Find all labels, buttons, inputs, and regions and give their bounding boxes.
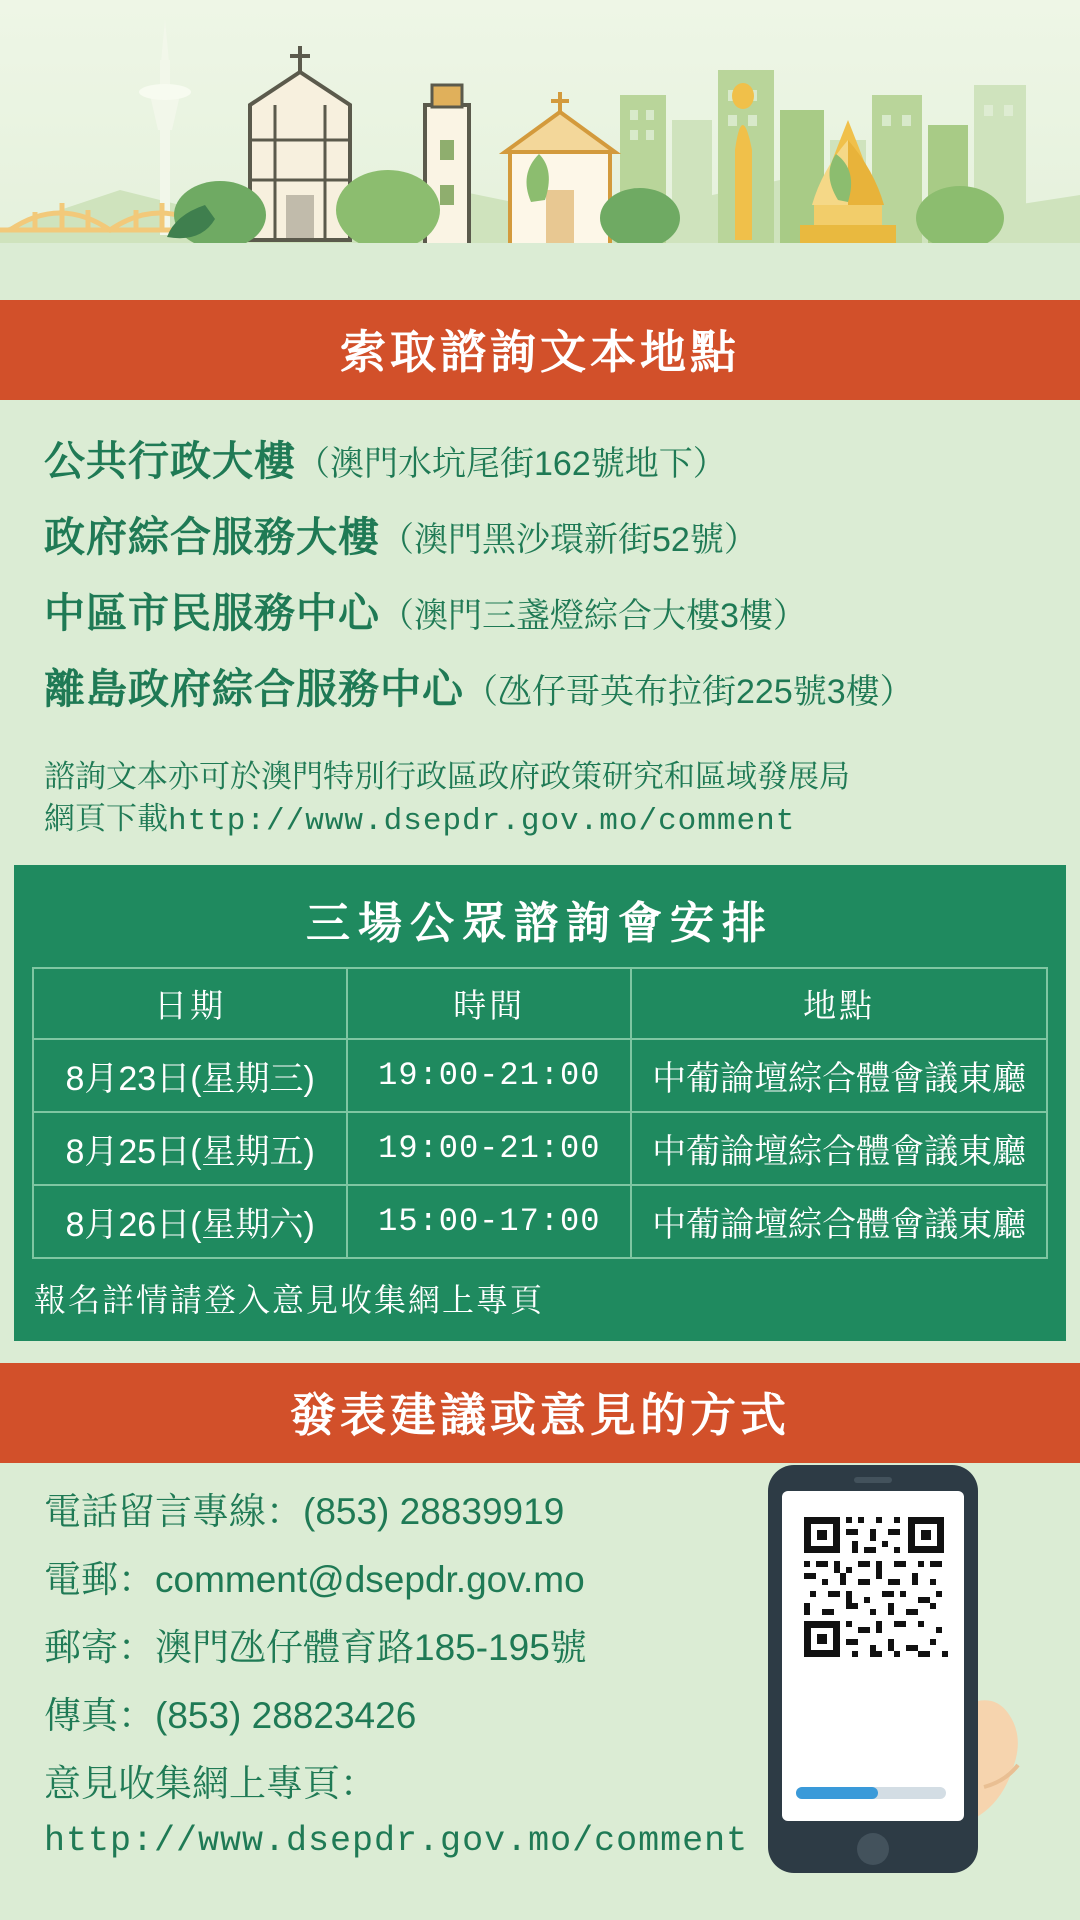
download-note-prefix: 網頁下載 [44, 801, 168, 837]
cell-date: 8月25日(星期五) [33, 1112, 347, 1185]
table-header-row [33, 968, 1047, 1039]
contact-mail: 郵寄：澳門氹仔體育路185-195號 [44, 1627, 587, 1669]
location-address: （氹仔哥英布拉街225號3樓） [464, 673, 914, 711]
qr-code [800, 1513, 948, 1661]
location-name: 離島政府綜合服務中心 [44, 666, 464, 712]
table-row [33, 1185, 1047, 1258]
column-header-venue: 地點 [631, 968, 1047, 1039]
speaker-icon [854, 1477, 892, 1483]
sessions-section [14, 865, 1066, 1341]
column-header-date: 日期 [33, 968, 347, 1039]
cell-time: 15:00-17:00 [347, 1185, 631, 1258]
cell-venue: 中葡論壇綜合體會議東廳 [631, 1112, 1047, 1185]
list-item [44, 428, 1036, 487]
locations-list [0, 400, 1080, 742]
location-name: 公共行政大樓 [44, 438, 296, 484]
cell-time: 19:00-21:00 [347, 1112, 631, 1185]
location-name: 政府綜合服務大樓 [44, 514, 380, 560]
cell-venue: 中葡論壇綜合體會議東廳 [631, 1185, 1047, 1258]
location-name: 中區市民服務中心 [44, 590, 380, 636]
sessions-title: 三場公眾諮詢會安排 [306, 899, 774, 949]
list-item [44, 580, 1036, 639]
cell-venue: 中葡論壇綜合體會議東廳 [631, 1039, 1047, 1112]
sessions-table [32, 967, 1048, 1259]
table-row [33, 1039, 1047, 1112]
skyline-svg [0, 0, 1080, 300]
home-button-icon [857, 1833, 889, 1865]
contact-phone: 電話留言專線：(853) 28839919 [44, 1491, 565, 1533]
consultation-text-url[interactable]: http://www.dsepdr.gov.mo/comment [168, 804, 796, 840]
contact-list [44, 1481, 749, 1862]
download-note-line1: 諮詢文本亦可於澳門特別行政區政府政策研究和區域發展局 [44, 759, 850, 794]
cell-date: 8月26日(星期六) [33, 1185, 347, 1258]
location-address: （澳門水坑尾街162號地下） [296, 445, 727, 483]
cell-time: 19:00-21:00 [347, 1039, 631, 1112]
feedback-section [0, 1463, 1080, 1861]
table-row [33, 1112, 1047, 1185]
cell-date: 8月23日(星期三) [33, 1039, 347, 1112]
list-item [44, 504, 1036, 563]
contact-web-label: 意見收集網上專頁： [44, 1763, 377, 1805]
contact-fax: 傳真：(853) 28823426 [44, 1695, 417, 1737]
phone-qr-illustration [730, 1457, 1060, 1877]
location-address: （澳門黑沙環新街52號） [380, 521, 758, 559]
macau-skyline-illustration [0, 0, 1080, 300]
feedback-banner-title: 發表建議或意見的方式 [0, 1363, 1080, 1463]
list-item [44, 656, 1036, 715]
location-address: （澳門三盞燈綜合大樓3樓） [380, 597, 807, 635]
column-header-time: 時間 [347, 968, 631, 1039]
feedback-url[interactable]: http://www.dsepdr.gov.mo/comment [44, 1821, 749, 1862]
contact-email[interactable]: 電郵：comment@dsepdr.gov.mo [44, 1559, 585, 1601]
church-icon [505, 92, 615, 245]
download-note [0, 756, 1080, 843]
locations-banner-title: 索取諮詢文本地點 [0, 300, 1080, 400]
signup-note: 報名詳情請登入意見收集網上專頁 [34, 1282, 545, 1319]
